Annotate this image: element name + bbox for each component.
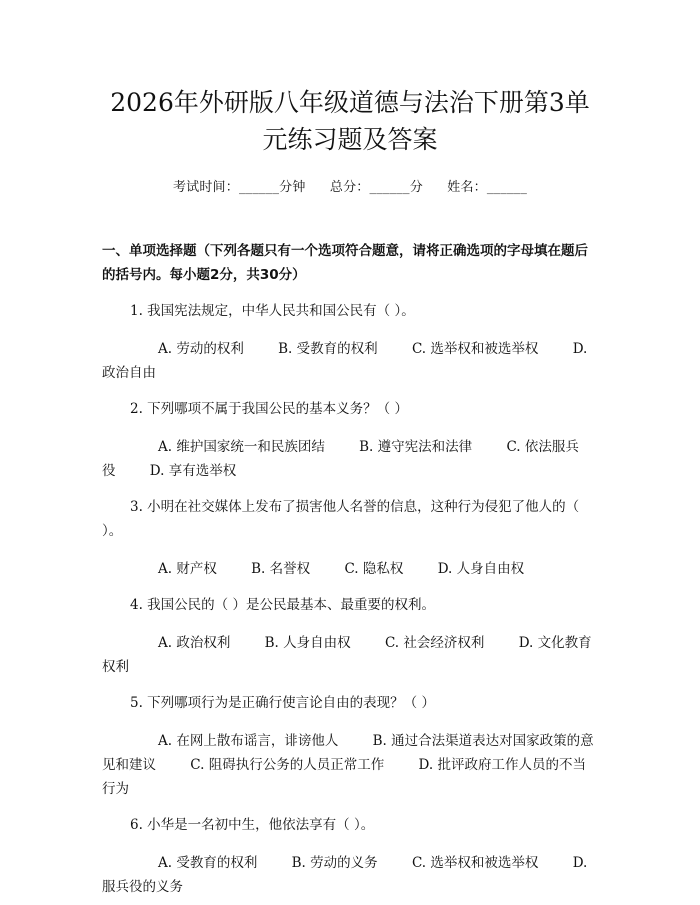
option-b: B. 人身自由权 [264, 635, 351, 651]
option-c: C. 依法服兵役 [102, 439, 579, 479]
option-d: D. 服兵役的义务 [102, 855, 588, 895]
question-stem: 4. 我国公民的（ ）是公民最基本、最重要的权利。 [130, 597, 435, 613]
question-1 [102, 299, 598, 385]
question-3 [102, 495, 598, 581]
question-4 [102, 593, 598, 679]
option-b: B. 受教育的权利 [278, 341, 378, 357]
question-options [102, 631, 598, 679]
option-d: D. 人身自由权 [437, 561, 525, 577]
option-d: D. 政治自由 [102, 341, 588, 381]
question-6 [102, 813, 598, 899]
option-c: C. 隐私权 [344, 561, 404, 577]
question-stem: 3. 小明在社交媒体上发布了损害他人名誉的信息，这种行为侵犯了他人的（ ）。 [102, 499, 580, 539]
option-b: B. 通过合法渠道表达对国家政策的意见和建议 [102, 733, 594, 773]
question-options [102, 337, 598, 385]
option-b: B. 遵守宪法和法律 [359, 439, 473, 455]
question-2 [102, 397, 598, 483]
exam-meta [102, 176, 598, 195]
question-stem: 1. 我国宪法规定，中华人民共和国公民有（ ）。 [130, 303, 415, 319]
option-c: C. 社会经济权利 [384, 635, 485, 651]
question-5 [102, 691, 598, 801]
option-d: D. 批评政府工作人员的不当行为 [102, 757, 586, 797]
option-d: D. 文化教育权利 [102, 635, 592, 675]
option-b: B. 名誉权 [251, 561, 311, 577]
question-stem: 5. 下列哪项行为是正确行使言论自由的表现？（ ） [130, 695, 435, 711]
option-c: C. 阻碍执行公务的人员正常工作 [190, 757, 385, 773]
option-d: D. 享有选举权 [149, 463, 237, 479]
question-stem: 2. 下列哪项不属于我国公民的基本义务？（ ） [130, 401, 408, 417]
question-stem: 6. 小华是一名初中生，他依法享有（ ）。 [130, 817, 375, 833]
question-options [102, 851, 598, 899]
option-a: A. 劳动的权利 [158, 341, 244, 357]
question-options [102, 557, 598, 581]
student-name: 姓名：______ [447, 180, 528, 195]
document-title [102, 0, 598, 158]
exam-time: 考试时间：______分钟 [172, 180, 306, 195]
title-line-1: 2026年外研版八年级道德与法治下册第3单 [110, 88, 590, 117]
option-b: B. 劳动的义务 [291, 855, 378, 871]
option-c: C. 选举权和被选举权 [411, 855, 539, 871]
option-c: C. 选举权和被选举权 [411, 341, 539, 357]
title-line-2: 元练习题及答案 [262, 125, 438, 154]
option-a: A. 维护国家统一和民族团结 [158, 439, 325, 455]
question-options [102, 729, 598, 801]
option-a: A. 政治权利 [158, 635, 231, 651]
question-options [102, 435, 598, 483]
exam-score: 总分：______分 [329, 180, 423, 195]
option-a: A. 在网上散布谣言，诽谤他人 [158, 733, 339, 749]
section-heading: 一、单项选择题（下列各题只有一个选项符合题意，请将正确选项的字母填在题后的括号内。每小题2分，共30分） [102, 243, 588, 283]
option-a: A. 受教育的权利 [158, 855, 258, 871]
option-a: A. 财产权 [158, 561, 217, 577]
